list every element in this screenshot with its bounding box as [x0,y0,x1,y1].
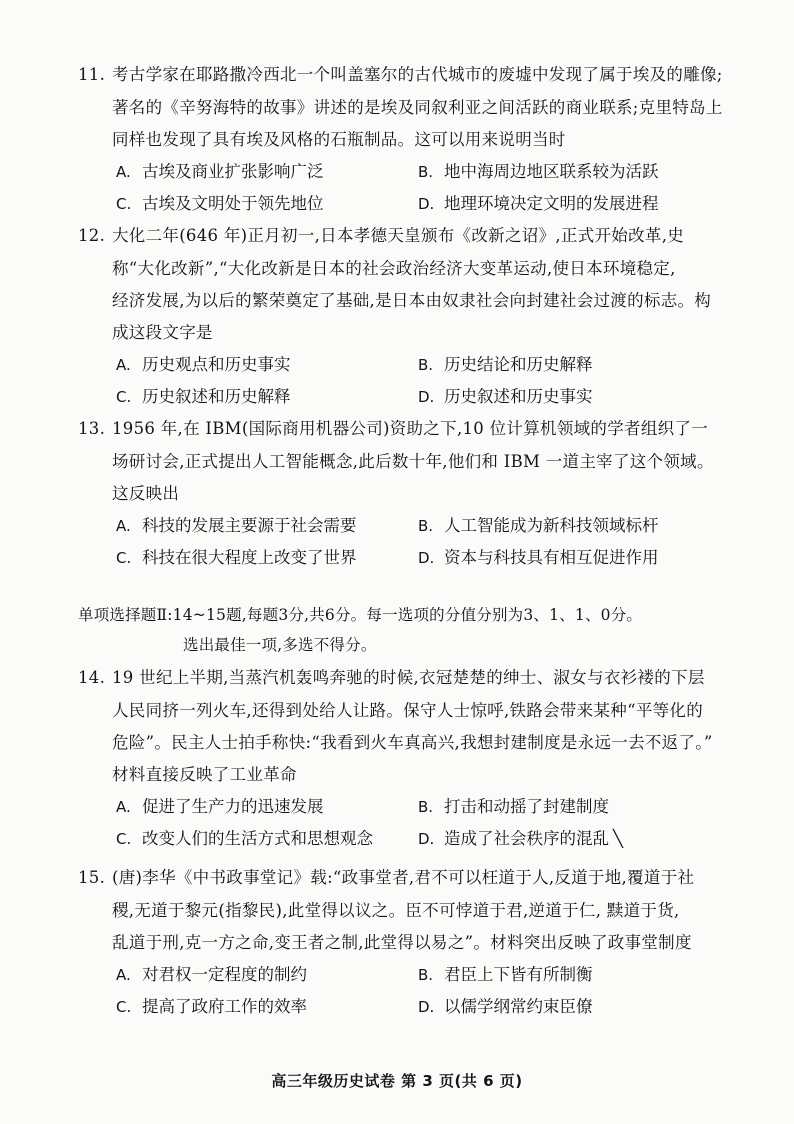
question-14-line-2: 人民同挤一列火车,还得到处给人让路。保守人士惊呼,铁路会带来某种“平等化的 [112,701,704,720]
option-c[interactable]: C. 历史叙述和历史解释 [116,387,291,406]
option-d[interactable]: D. 以儒学纲常约束臣僚 [418,997,593,1016]
section-instruction: 选出最佳一项,多选不得分。 [183,636,377,654]
question-11-line-1: 11. 考古学家在耶路撒冷西北一个叫盖塞尔的古代城市的废墟中发现了属于埃及的雕像; [78,65,723,84]
question-14-line-3: 危险”。民主人士拍手称快:“我看到火车真高兴,我想封建制度是永远一去不返了。” [112,733,713,752]
question-14-number: 14. [78,668,106,687]
question-12-line-1: 12. 大化二年(646 年)正月初一,日本孝德天皇颁布《改新之诏》,正式开始改革,史 [78,226,685,245]
option-a[interactable]: A. 古埃及商业扩张影响广泛 [116,162,324,181]
question-15-line-1: 15. (唐)李华《中书政事堂记》载:“政事堂者,君不可以枉道于人,反道于地,覆道于社 [78,868,695,887]
pen-stroke-mark: ╲ [613,829,623,848]
question-15-number: 15. [78,868,106,887]
option-b[interactable]: B. 打击和动摇了封建制度 [418,797,609,816]
section-heading: 单项选择题Ⅱ:14~15题,每题3分,共6分。每一选项的分值分别为3、1、1、0分。 [78,606,643,624]
question-12-number: 12. [78,226,106,245]
question-14-line-4: 材料直接反映了工业革命 [112,765,297,784]
option-d[interactable]: D. 造成了社会秩序的混乱 ╲ [418,829,623,848]
question-12-line-3: 经济发展,为以后的繁荣奠定了基础,是日本由奴隶社会向封建社会过渡的标志。构 [112,291,712,310]
question-15-line-2: 稷,无道于黎元(指黎民),此堂得以议之。臣不可悖道于君,逆道于仁, 黩道于货, [112,901,680,920]
question-13-line-1: 13. 1956 年,在 IBM(国际商用机器公司)资助之下,10 位计算机领域的学者组织了一 [78,419,709,438]
option-a[interactable]: A. 促进了生产力的迅速发展 [116,797,324,816]
option-d[interactable]: D. 历史叙述和历史事实 [418,387,593,406]
question-13-line-2: 场研讨会,正式提出人工智能概念,此后数十年,他们和 IBM 一道主宰了这个领域。 [112,452,714,471]
question-11-line-2: 著名的《辛努海特的故事》讲述的是埃及同叙利亚之间活跃的商业联系;克里特岛上 [112,98,723,117]
question-12-line-2: 称“大化改新”,“大化改新是日本的社会政治经济大变革运动,使日本环境稳定, [112,259,676,278]
option-b[interactable]: B. 人工智能成为新科技领域标杆 [418,516,659,535]
question-12-line-4: 成这段文字是 [112,323,213,342]
option-b[interactable]: B. 君臣上下皆有所制衡 [418,965,593,984]
page-footer: 高三年级历史试卷 第 3 页(共 6 页) [271,1072,523,1090]
question-15-line-3: 乱道于刑,克一方之命,变王者之制,此堂得以易之”。材料突出反映了政事堂制度 [112,933,692,952]
option-c[interactable]: C. 科技在很大程度上改变了世界 [116,548,357,567]
option-c[interactable]: C. 提高了政府工作的效率 [116,997,307,1016]
question-11-line-3: 同样也发现了具有埃及风格的石瓶制品。这可以用来说明当时 [112,130,566,149]
question-11-number: 11. [78,65,106,84]
option-a[interactable]: A. 历史观点和历史事实 [116,355,291,374]
option-a[interactable]: A. 科技的发展主要源于社会需要 [116,516,357,535]
option-b[interactable]: B. 地中海周边地区联系较为活跃 [418,162,659,181]
option-b[interactable]: B. 历史结论和历史解释 [418,355,593,374]
option-a[interactable]: A. 对君权一定程度的制约 [116,965,307,984]
option-c[interactable]: C. 改变人们的生活方式和思想观念 [116,829,373,848]
option-c[interactable]: C. 古埃及文明处于领先地位 [116,194,324,213]
option-d[interactable]: D. 地理环境决定文明的发展进程 [418,194,659,213]
option-d[interactable]: D. 资本与科技具有相互促进作用 [418,548,659,567]
question-14-line-1: 14. 19 世纪上半期,当蒸汽机轰鸣奔驰的时候,衣冠楚楚的绅士、淑女与衣衫褛的下层 [78,668,705,687]
question-13-number: 13. [78,419,106,438]
question-13-line-3: 这反映出 [112,484,180,503]
